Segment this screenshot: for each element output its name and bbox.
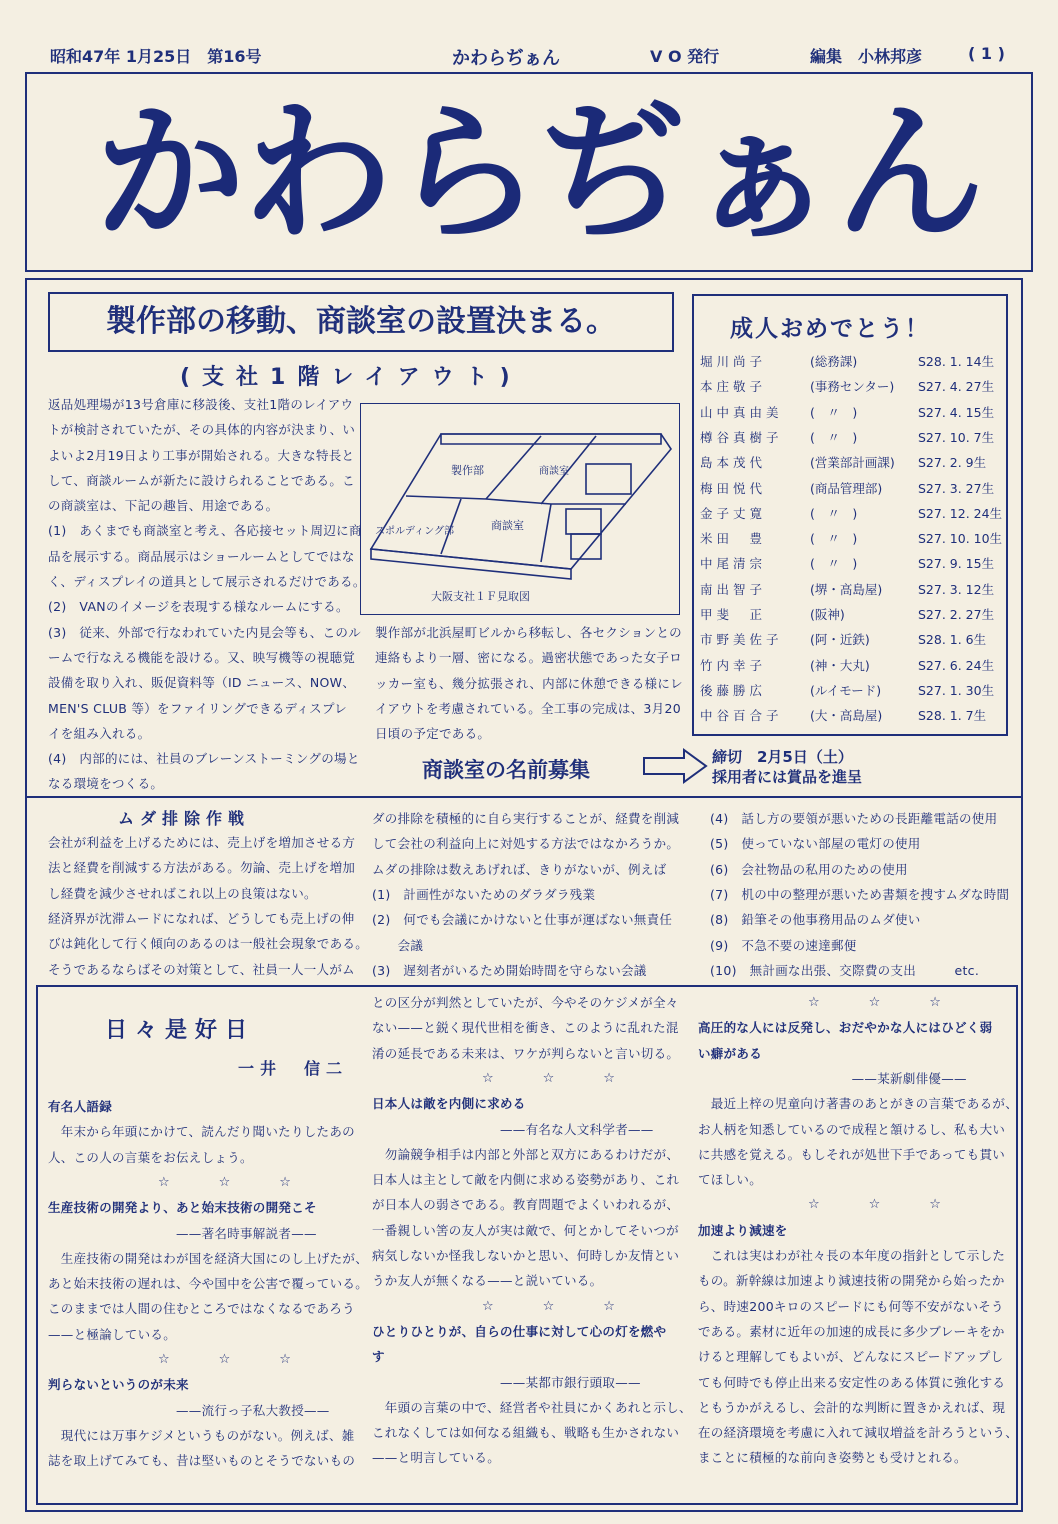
column-line: 誌を取上げてみても、昔は堅いものとそうでないもの: [48, 1453, 356, 1469]
column-title: 日々是好日: [105, 1018, 256, 1043]
muda-line: (10) 無計画な出張、交際費の支出 etc.: [710, 962, 980, 978]
seijin-name: 樽谷真樹子: [700, 429, 783, 445]
column-line: 生産技術の開発はわが国を経済大国にのし上げたが、: [48, 1250, 369, 1266]
label-shodan-room: 商談室: [539, 466, 569, 477]
seijin-name: 金子丈寛: [700, 505, 767, 521]
arrow-right-icon: [642, 748, 708, 784]
editor: 編集 小林邦彦: [810, 47, 923, 66]
column-line: ——著名時事解説者——: [48, 1225, 317, 1241]
lead-line: 品を展示する。商品展示はショールームとしてではな: [48, 548, 355, 564]
column-line: ら、時速200キロのスピードにも何等不安がないそう: [698, 1298, 1004, 1314]
page-number: ( 1 ): [968, 44, 1005, 63]
column-line: 生産技術の開発より、あと始末技術の開発こそ: [48, 1200, 317, 1216]
lead-line: く、ディスプレイの道具として展示されるだけである。: [48, 574, 366, 590]
lead-line: ームで行なえる機能を設ける。又、映写機等の視聴覚: [48, 649, 356, 665]
lead2-line: ッカー室も、幾分拡張され、内部に休憩できる様にレ: [375, 675, 683, 691]
seijin-name: 甲斐 正: [700, 607, 767, 622]
publisher: V O 発行: [650, 47, 720, 66]
lead2-line: 連絡もより一層、密になる。過密状態であった女子ロ: [375, 650, 683, 666]
lead2-line: 日頃の予定である。: [375, 726, 491, 742]
seijin-name: 梅田悦代: [700, 480, 767, 496]
lead2-line: 製作部が北浜屋町ビルから移転し、各セクションとの: [375, 625, 682, 640]
stars-divider: ☆ ☆ ☆: [158, 1174, 309, 1190]
seijin-name: 中尾清宗: [700, 556, 767, 572]
column-line: あと始末技術の遅れは、今や国中を公害で覆っている。: [48, 1276, 369, 1292]
column-author: 一井 信二: [238, 1059, 349, 1078]
column-line: てほしい。: [698, 1172, 763, 1188]
seijin-name: 中谷百合子: [700, 708, 783, 724]
column-line: 病気しないか怪我しないかと思い、何時しか友情とい: [372, 1248, 680, 1263]
seijin-dept: (営業部計画課): [810, 455, 895, 471]
lead-line: 返品処理場が13号倉庫に移設後、支社1階のレイアウ: [48, 397, 354, 412]
seijin-birth: S27. 2. 9生: [918, 455, 987, 471]
headline: 製作部の移動、商談室の設置決まる。: [48, 292, 674, 352]
muda-title: ムダ排除作戦: [118, 809, 251, 828]
muda-line: して会社の利益向上に対処する方法ではなかろうか。: [372, 836, 680, 852]
lead-line: (2) VANのイメージを表現する様なルームにする。: [48, 599, 349, 615]
seijin-birth: S27. 6. 24生: [918, 657, 995, 673]
muda-line: 経済界が沈滞ムードになれば、どうしても売上げの伸: [48, 910, 355, 926]
muda-line: びは鈍化して行く傾向のあるのは一般社会現象である。: [48, 936, 369, 952]
lead-line: 設備を取り入れ、販促資料等（ID ニュース、NOW、: [48, 675, 356, 691]
column-line: に共感を覚える。もしそれが処世下手であっても貫い: [698, 1146, 1006, 1162]
stars-divider: ☆ ☆ ☆: [482, 1298, 633, 1314]
label-shodan: 商談室: [491, 519, 524, 532]
seijin-name: 島本茂代: [700, 455, 767, 471]
column-line: い癖がある: [698, 1045, 763, 1061]
lead-line: MEN'S CLUB 等）をファイリングできるディスプレ: [48, 700, 348, 716]
column-line: 一番親しい筈の友人が実は敵で、何とかしてそいつが: [372, 1222, 679, 1238]
column-line: お人柄を知悉しているので成程と頷けるし、私も大い: [698, 1121, 1006, 1137]
muda-line: (9) 不急不要の速達郵便: [710, 937, 857, 953]
column-line: うか友人が無くなる——と説いている。: [372, 1273, 603, 1289]
column-line: このままでは人間の住むところではなくなるであろう: [48, 1301, 355, 1317]
column-line: 日本人は主として敵を内側に求める姿勢があり、これ: [372, 1172, 680, 1188]
lead-line: (4) 内部的には、社員のブレーンストーミングの場と: [48, 751, 360, 767]
muda-line: 法と経費を削減する方法がある。勿論、売上げを増加: [48, 860, 356, 876]
floor-plan-drawing: [361, 404, 679, 614]
muda-line: (2) 何でも会議にかけないと仕事が運ばない無責任: [372, 912, 673, 928]
column-line: ひとりひとりが、自らの仕事に対して心の灯を燃や: [372, 1323, 667, 1339]
column-line: 年頭の言葉の中で、経営者や社員にかくあれと示し、: [372, 1399, 692, 1415]
deadline: 締切 2月5日（土）: [712, 748, 853, 766]
seijin-dept: (商品管理部): [810, 480, 883, 496]
seijin-birth: S27. 1. 30生: [918, 682, 995, 698]
stars-divider: ☆ ☆ ☆: [158, 1352, 309, 1367]
column-line: 在の経済環境を考慮に入れて減収増益を計ろうという、: [698, 1425, 1019, 1441]
seijin-dept: ( 〃 ): [810, 505, 858, 521]
seijin-name: 堀川尚子: [700, 354, 767, 369]
issue-date: 昭和47年 1月25日 第16号: [50, 47, 262, 66]
column-line: ——某新劇俳優——: [698, 1070, 967, 1086]
column-line: 加速より減速を: [698, 1222, 788, 1238]
seijin-title: 成人おめでとう！: [730, 316, 930, 342]
seijin-birth: S27. 4. 15生: [918, 404, 995, 420]
column-line: 最近上梓の児童向け著書のあとがきの言葉であるが、: [698, 1096, 1019, 1112]
label-sporting: スポルディング部: [375, 526, 454, 537]
column-line: 判らないというのが未来: [48, 1377, 189, 1393]
muda-line: し経費を減少させればこれ以上の良策はない。: [48, 885, 317, 901]
seijin-dept: ( 〃 ): [810, 531, 858, 547]
seijin-name: 米田 豊: [700, 531, 767, 547]
seijin-birth: S28. 1. 14生: [918, 354, 995, 369]
seijin-birth: S27. 4. 27生: [918, 379, 995, 395]
muda-line: (1) 計画性がないためのダラダラ残業: [372, 886, 596, 902]
seijin-dept: (堺・高島屋): [810, 581, 883, 597]
column-line: ても何時でも停止出来る安定性のある体質に強化する: [698, 1374, 1006, 1390]
seijin-dept: ( 〃 ): [810, 429, 858, 445]
lead-line: (3) 従来、外部で行なわれていた内見会等も、このル: [48, 624, 362, 640]
diagram-caption: 大阪支社１Ｆ見取図: [431, 590, 530, 603]
column-line: 日本人は敵を内側に求める: [372, 1096, 526, 1112]
muda-line: 会議: [372, 937, 424, 953]
seijin-name: 南出智子: [700, 581, 767, 597]
label-seisaku: 製作部: [451, 464, 484, 477]
lead-body: [48, 392, 366, 797]
column-line: 人、この人の言葉をお伝えしょう。: [48, 1149, 253, 1165]
seijin-dept: ( 〃 ): [810, 404, 858, 420]
stars-divider: ☆ ☆ ☆: [482, 1070, 633, 1086]
seijin-birth: S28. 1. 7生: [918, 708, 987, 724]
muda-line: ダの排除を積極的に自ら実行することが、経費を削減: [372, 811, 680, 826]
muda-line: 会社が利益を上げるためには、売上げを増加させる方: [48, 835, 356, 850]
column-line: との区分が判然としていたが、今やそのケジメが全々: [372, 995, 679, 1010]
seijin-name: 市野美佐子: [700, 632, 783, 648]
muda-line: (8) 鉛筆その他事務用品のムダ使い: [710, 912, 921, 928]
lead-line: なる環境をつくる。: [48, 776, 164, 792]
lead-body-2: [375, 620, 683, 746]
seijin-dept: (阪神): [810, 607, 845, 622]
seijin-birth: S27. 10. 7生: [918, 429, 995, 445]
seijin-birth: S27. 12. 24生: [918, 505, 1003, 521]
seijin-dept: (神・大丸): [810, 657, 870, 673]
seijin-dept: (阿・近鉄): [810, 632, 870, 648]
column-line: けると理解してもよいが、どんなにスピードアップし: [698, 1349, 1004, 1365]
section-divider: [25, 796, 1023, 798]
column-line: である。素材に近年の加速的成長に多少ブレーキをか: [698, 1323, 1005, 1339]
muda-line: (5) 使っていない部屋の電灯の使用: [710, 836, 921, 852]
muda-line: ムダの排除は数えあげれば、きりがないが、例えば: [372, 861, 667, 877]
column-line: す: [372, 1349, 385, 1365]
column-line: ——流行っ子私大教授——: [48, 1402, 330, 1418]
lead-line: イを組み入れる。: [48, 725, 151, 741]
lead-line: して、商談ルームが新たに設けられることである。こ: [48, 472, 355, 488]
seijin-name: 竹内幸子: [700, 657, 767, 673]
muda-line: (3) 遅刻者がいるため開始時間を守らない会議: [372, 962, 647, 978]
seijin-name: 後藤勝広: [700, 682, 767, 698]
seijin-dept: (大・高島屋): [810, 708, 883, 724]
column-line: これは実はわが社々長の本年度の指針として示した: [698, 1248, 1006, 1263]
column-line: 現代には万事ケジメというものがない。例えば、雑: [48, 1427, 355, 1443]
column-line: ——某都市銀行頭取——: [372, 1374, 641, 1390]
column-line: まことに積極的な前向き姿勢とも受けとれる。: [698, 1450, 967, 1466]
name-contest: 商談室の名前募集: [422, 758, 590, 782]
floor-plan-figure: [360, 403, 680, 615]
lead-line: (1) あくまでも商談室と考え、各応接セット周辺に商: [48, 523, 362, 539]
stars-divider: ☆ ☆ ☆: [808, 995, 959, 1010]
lead2-line: イアウトを考慮されている。全工事の完成は、3月20: [375, 700, 681, 716]
seijin-dept: (事務センター): [810, 379, 895, 395]
paper-name: かわらぢぁん: [452, 48, 560, 69]
column-line: 淆の延長である未来は、ワケが判らないと言い切る。: [372, 1045, 680, 1061]
lead-line: トが検討されていたが、その具体的内容が決まり、い: [48, 422, 356, 438]
column-line: ——と明言している。: [372, 1450, 501, 1466]
seijin-name: 本庄敬子: [700, 379, 767, 395]
prize: 採用者には賞品を進呈: [712, 768, 863, 786]
seijin-birth: S27. 2. 27生: [918, 607, 995, 622]
column-line: ともうかがえるし、会計的な判断に置きかえれば、現: [698, 1399, 1006, 1415]
column-line: が日本人の弱さである。教育問題でよくいわれるが、: [372, 1197, 680, 1213]
muda-line: そうであるならばその対策として、社員一人一人がム: [48, 961, 355, 977]
muda-line: (4) 話し方の要領が悪いための長距離電話の使用: [710, 811, 998, 826]
seijin-dept: (総務課): [810, 354, 858, 369]
column-line: 年末から年頭にかけて、読んだり聞いたりしたあの: [48, 1124, 355, 1140]
column-line: 高圧的な人には反発し、おだやかな人にはひどく弱: [698, 1020, 993, 1036]
column-line: ——と極論している。: [48, 1326, 177, 1342]
seijin-birth: S27. 10. 10生: [918, 531, 1003, 547]
subhead: (支社1階レイアウト): [180, 365, 522, 390]
lead-line: の商談室は、下記の趣旨、用途である。: [48, 498, 279, 514]
masthead-title: かわらぢぁん: [95, 85, 984, 261]
seijin-birth: S27. 9. 15生: [918, 556, 995, 572]
seijin-birth: S28. 1. 6生: [918, 632, 987, 648]
seijin-dept: (ルイモード): [810, 682, 882, 698]
seijin-dept: ( 〃 ): [810, 556, 858, 572]
column-line: ——有名な人文科学者——: [372, 1121, 654, 1137]
column-line: ない——と鋭く現代世相を衝き、このように乱れた混: [372, 1020, 679, 1036]
seijin-birth: S27. 3. 27生: [918, 480, 995, 496]
muda-line: (6) 会社物品の私用のための使用: [710, 861, 908, 877]
column-line: 勿論競争相手は内部と外部と双方にあるわけだが、: [372, 1146, 680, 1162]
column-line: これなくしては如何なる組織も、戦略も生かされない: [372, 1425, 680, 1441]
seijin-name: 山中真由美: [700, 404, 783, 420]
column-line: もの。新幹線は加速より減速技術の開発から始ったか: [698, 1273, 1005, 1289]
stars-divider: ☆ ☆ ☆: [808, 1197, 959, 1213]
seijin-birth: S27. 3. 12生: [918, 581, 995, 597]
column-line: 有名人語録: [48, 1099, 113, 1114]
lead-line: よいよ2月19日より工事が開始される。大きな特長と: [48, 447, 355, 463]
muda-line: (7) 机の中の整理が悪いため書類を捜すムダな時間: [710, 886, 1010, 902]
